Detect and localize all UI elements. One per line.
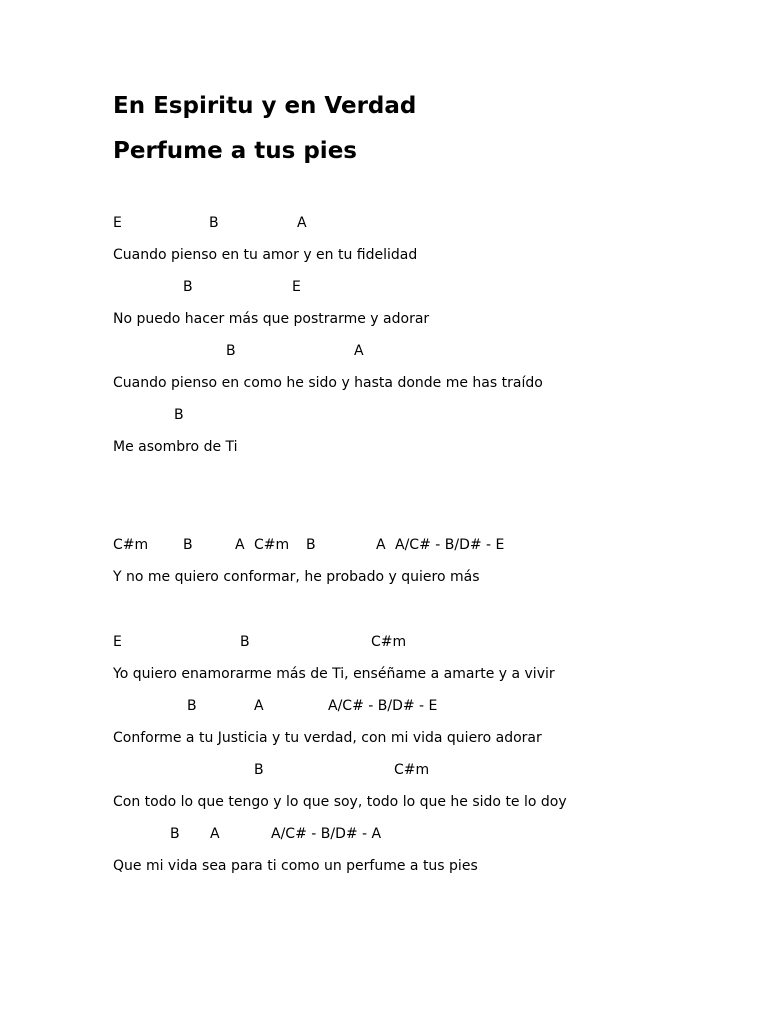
chord: A/C# - B/D# - A [271, 826, 382, 842]
lyric-line: Y no me quiero conformar, he probado y quiero más [113, 569, 480, 585]
chord: E [113, 634, 122, 650]
chord: C#m [371, 634, 407, 650]
chord: A [210, 826, 220, 842]
lyric-line: Con todo lo que tengo y lo que soy, todo lo que he sido te lo doy [113, 794, 567, 810]
chord: A [376, 537, 386, 553]
chord: E [292, 279, 301, 295]
lyric-line: Que mi vida sea para ti como un perfume a tus pies [113, 858, 478, 874]
chord: C#m [394, 762, 430, 778]
lyric-line: No puedo hacer más que postrarme y adorar [113, 311, 430, 327]
chord: C#m [254, 537, 290, 553]
chord: B [183, 537, 193, 553]
chord: A [254, 698, 264, 714]
lyric-line: Yo quiero enamorarme más de Ti, enséñame a amarte y a vivir [113, 666, 555, 682]
song-subtitle: Perfume a tus pies [113, 138, 357, 164]
chord: B [240, 634, 250, 650]
chord: B [209, 215, 219, 231]
song-title: En Espiritu y en Verdad [113, 93, 417, 119]
lyric-line: Cuando pienso en como he sido y hasta donde me has traído [113, 375, 543, 391]
chord: A [297, 215, 307, 231]
chord: B [306, 537, 316, 553]
chord: A [354, 343, 364, 359]
chord: C#m [113, 537, 149, 553]
chord: A [235, 537, 245, 553]
chord: B [226, 343, 236, 359]
chord: A/C# - B/D# - E [395, 537, 505, 553]
lyric-line: Conforme a tu Justicia y tu verdad, con mi vida quiero adorar [113, 730, 542, 746]
chord: E [113, 215, 122, 231]
chord: B [254, 762, 264, 778]
chord: B [183, 279, 193, 295]
chord: B [170, 826, 180, 842]
chord: A/C# - B/D# - E [328, 698, 438, 714]
chord: B [174, 407, 184, 423]
chord: B [187, 698, 197, 714]
lyric-line: Me asombro de Ti [113, 439, 238, 455]
lyric-line: Cuando pienso en tu amor y en tu fidelidad [113, 247, 418, 263]
